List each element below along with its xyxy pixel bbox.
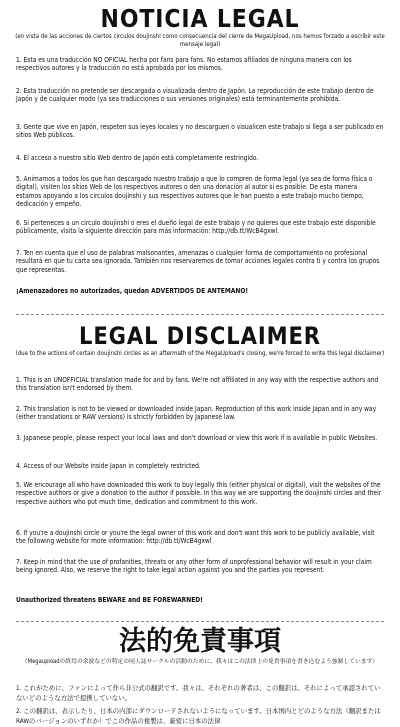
spanish-paragraph-4: 4. El acceso a nuestro sitio Web dentro de Japón está completamente restringido. xyxy=(16,154,259,162)
english-warning: Unauthorized threatens BEWARE and BE FOREWARNED! xyxy=(16,596,203,604)
english-paragraph-4: 4. Access of our Website inside Japan in completely restricted. xyxy=(16,462,201,470)
japanese-paragraph-2: 2. この翻訳は、表示したり、日本の内部にダウンロードされないようになっています。日本国内とどのような方法（翻訳またはRAWのバージョンのいずれか）でこの作品の複製は、厳密に日本の法律 xyxy=(16,707,381,725)
english-subtitle: (due to the actions of certain doujinshi circles as an aftermath of the MegaUpload's closing, we're forced to write this legal disclaimer) xyxy=(15,350,385,357)
spanish-paragraph-7: 7. Ten en cuenta que el uso de palabras malsonantes, amenazas o cualquier forma de comportamiento no profesional resultará en que tu carta sea ignorada. También nos reservaremos de tomar acciones legales contra ti y contra los grupos que representas. xyxy=(16,249,380,274)
english-title: LEGAL DISCLAIMER xyxy=(79,322,321,350)
english-paragraph-5: 5. We encourage all who have downloaded this work to buy legally this (either physical or digital), visit the websites of the respective authors or give a donation to the author if possible. In this way we are supporting the doujinshi circles and their respective authors who put much time, dedication and commitment to this work. xyxy=(16,481,382,506)
english-paragraph-7: 7. Keep in mind that the use of profanities, threats or any other form of unprofessional behavior will result in your claim being ignored. Also, we reserve the right to take legal action against you and the parties you represent. xyxy=(16,558,372,575)
spanish-paragraph-5: 5. Animamos a todos los que han descargado nuestro trabajo a que lo compren de forma legal (ya sea de forma física o digital), visiten los sitios Web de los respectivos autores o den una donación al autor si es posible. De esta manera estamos apoyando a los circulos doujinshi y sus respectivos autores que le han puesto a este trabajo mucho tiempo, dedicación y empeño. xyxy=(16,175,373,209)
section-divider xyxy=(16,314,384,315)
spanish-paragraph-3: 3. Gente que vive en Japón, respeten sus leyes locales y no descarguen o visualicen este trabajo si llega a ser publicado en sitios Web públicos. xyxy=(16,123,384,140)
english-paragraph-2: 2. This translation is not to be viewed or downloaded inside Japan. Reproduction of this work inside Japan and in any way (either translations or RAW versions) is strictly forbidden by Japanese law. xyxy=(16,405,377,422)
spanish-paragraph-1: 1. Esta es una traducción NO OFICIAL hecha por fans para fans. No estamos afiliados de ninguna manera con los respectivos autores y la traducción no está aprobada por los mismos. xyxy=(16,56,352,73)
english-section xyxy=(0,324,400,358)
spanish-title: NOTICIA LEGAL xyxy=(100,4,300,33)
japanese-section xyxy=(0,628,400,666)
japanese-title: 法的免責事項 xyxy=(119,626,281,657)
english-paragraph-3: 3. Japanese people, please respect your local laws and don't download or view this work if is available in public Websites. xyxy=(16,434,378,442)
section-divider-2 xyxy=(16,621,384,622)
spanish-warning: ¡Amenazadores no autorizados, quedan ADVERTIDOS DE ANTEMANO! xyxy=(16,287,249,295)
japanese-paragraph-1: 1. これがために、ファンによって作ら非公式の翻訳です。我々は、それぞれの著者は、この翻訳は、それによって承認されていないどのような方法で提携していない。 xyxy=(16,684,381,702)
spanish-paragraph-6: 6. Si perteneces a un circulo doujinshi o eres el dueño legal de este trabajo y no quieres que este trabajo esté disponible públicamente, visita la siguiente dirección para más información: http://db.tt/WcB4gxwl. xyxy=(16,219,376,236)
spanish-subtitle: (en vista de las acciones de ciertos circulos doujinshi como consecuencia del cierre de MegaUpload, nos hemos forzado a escribir este mensaje legal) xyxy=(15,33,385,48)
spanish-paragraph-2: 2. Esta traducción no pretende ser descargada o visualizada dentro de Japón. La reproducción de este trabajo dentro de Japón y de cualquier modo (ya sea traducciones o sus versiones originales) está terminantemente prohibida. xyxy=(16,87,374,104)
english-paragraph-6: 6. If you're a doujinshi circle or you're the legal owner of this work and don't want this work to be publicly available, visit the following website for more information: http://db.tt/WcB4gxwl xyxy=(16,529,375,546)
spanish-section xyxy=(0,6,400,49)
japanese-subtitle: （Megauploadの終焉の余波などの特定の同人誌サークルの活動のために、我々はこの法律上の免責事項を書き込むよう強制しています） xyxy=(21,659,379,665)
english-paragraph-1: 1. This is an UNOFFICIAL translation made for and by fans. We're not affiliated in any way with the respective authors and this translation isn't endorsed by them. xyxy=(16,376,379,393)
